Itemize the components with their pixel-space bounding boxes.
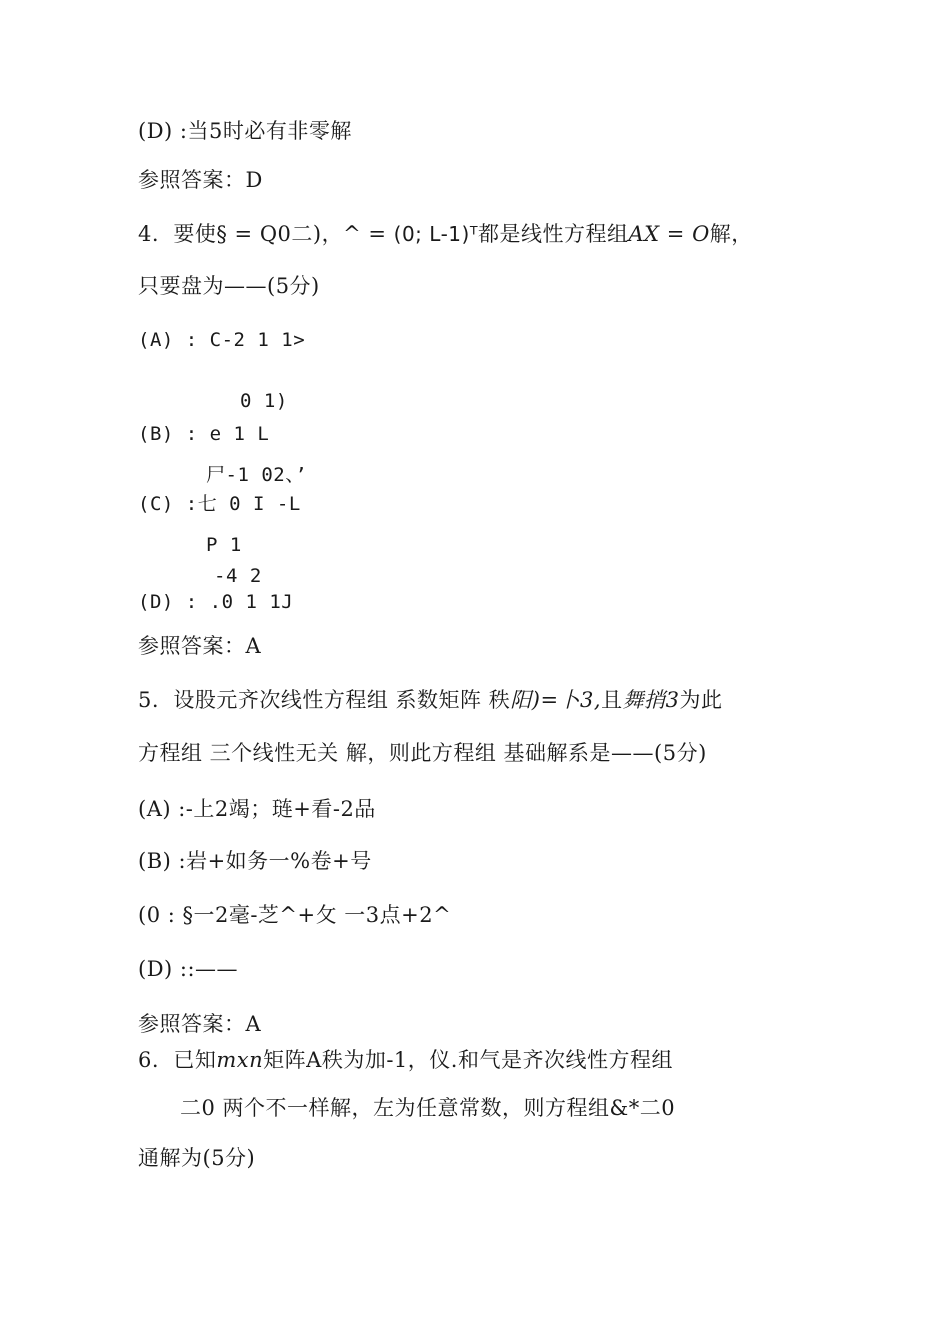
q5-option-b: (B) :岩+如务一%卷+号 bbox=[138, 849, 372, 873]
q6-matrix-size: mxn bbox=[216, 1048, 264, 1072]
q3-option-d: (D) :当5时必有非零解 bbox=[138, 119, 352, 143]
q6-stem-line3: 通解为(5分) bbox=[138, 1146, 256, 1170]
q5-stem-line2: 方程组 三个线性无关 解，则此方程组 基础解系是——(5分) bbox=[138, 741, 707, 765]
q4-option-d-top1: P 1 bbox=[206, 534, 242, 556]
q4-vector: (0; L-1)ᵀ bbox=[393, 222, 479, 246]
q4-answer: 参照答案：A bbox=[138, 634, 262, 658]
q4-stem-line2: 只要盘为——(5分) bbox=[138, 274, 320, 298]
q4-stem-part-e: 解， bbox=[709, 222, 753, 246]
q4-option-c: (C) :七 0 I -L bbox=[138, 493, 301, 515]
q5-answer: 参照答案：A bbox=[138, 1012, 262, 1036]
q6-stem-line2: 二0 两个不一样解，左为任意常数，则方程组&*二0 bbox=[180, 1096, 676, 1120]
q4-stem-part-a: 4. 要使§ = Q0二)，^ = bbox=[138, 222, 394, 246]
q4-stem-line1 bbox=[138, 221, 753, 247]
q4-option-a: (A) : C-2 1 1> bbox=[138, 329, 306, 351]
q4-option-b: (B) : e 1 L bbox=[138, 423, 270, 445]
q4-equation: AX = O bbox=[628, 222, 710, 246]
q4-option-d-top2: -4 2 bbox=[214, 565, 262, 587]
q5-stem-part-a: 5. 设股元齐次线性方程组 系数矩阵 秩 bbox=[138, 688, 511, 712]
q5-vectors-expr: 舞捎3 bbox=[622, 688, 680, 712]
q6-stem-line1 bbox=[138, 1047, 673, 1073]
q5-option-d: (D) ::—— bbox=[138, 957, 239, 981]
q5-option-a: (A) :-上2竭；琏+看-2品 bbox=[138, 797, 376, 821]
q5-option-c: (0 : §一2毫-芝^+攵 一3点+2^ bbox=[138, 903, 452, 927]
q5-stem-part-c: 且 bbox=[601, 688, 623, 712]
q6-stem-part-c: 矩阵A秩为加-1，仪.和气是齐次线性方程组 bbox=[263, 1048, 673, 1072]
q5-stem-line1 bbox=[138, 687, 722, 713]
q4-option-b-top: 0 1) bbox=[240, 390, 288, 412]
q4-option-d: (D) : .0 1 1J bbox=[138, 591, 294, 613]
q5-rank-expr: 阳)=卜3, bbox=[510, 688, 602, 712]
q4-option-c-top: 尸-1 02、’ bbox=[206, 464, 308, 486]
q4-stem-part-c: 都是线性方程组 bbox=[478, 222, 629, 246]
q3-answer: 参照答案：D bbox=[138, 168, 263, 192]
q6-stem-part-a: 6. 已知 bbox=[138, 1048, 217, 1072]
q5-stem-part-e: 为此 bbox=[679, 688, 723, 712]
